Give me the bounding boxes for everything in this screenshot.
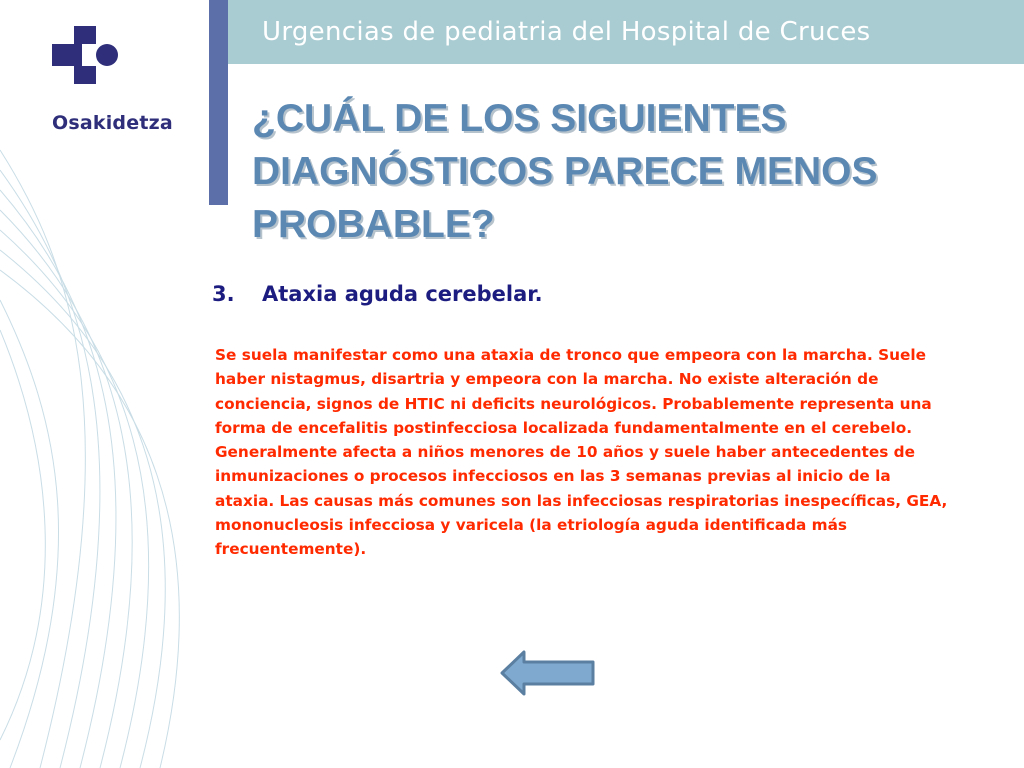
- explanation-paragraph: Se suela manifestar como una ataxia de tronco que empeora con la marcha. Suele haber nistagmus, disartria y empeora con la marcha. No existe alteración de conciencia, signos de HTIC ni deficits neurológicos. Probablemente representa una forma de encefalitis postinfecciosa localizada fundamentalmente en el cerebelo. Generalmente afecta a niños menores de 10 años y suele haber antecedentes de inmunizaciones o procesos infecciosos en las 3 semanas previas al inicio de la ataxia. Las causas más comunes son las infecciosas respiratorias inespecíficas, GEA, mononucleosis infecciosa y varicela (la etriología aguda identificada más frecuentemente).: [215, 346, 948, 559]
- osakidetza-brand-name: Osakidetza: [52, 112, 173, 134]
- header-title: Urgencias de pediatria del Hospital de Cruces: [262, 17, 871, 47]
- answer-line: [212, 282, 543, 306]
- question-heading: ¿CUÁL DE LOS SIGUIENTES DIAGNÓSTICOS PARECE MENOS PROBABLE?: [252, 97, 878, 246]
- left-arrow-icon[interactable]: [500, 650, 596, 696]
- title-accent-bar: [209, 0, 228, 205]
- answer-text: Ataxia aguda cerebelar.: [262, 282, 543, 306]
- osakidetza-cross-logo-icon: [52, 26, 122, 96]
- answer-number: 3.: [212, 282, 235, 306]
